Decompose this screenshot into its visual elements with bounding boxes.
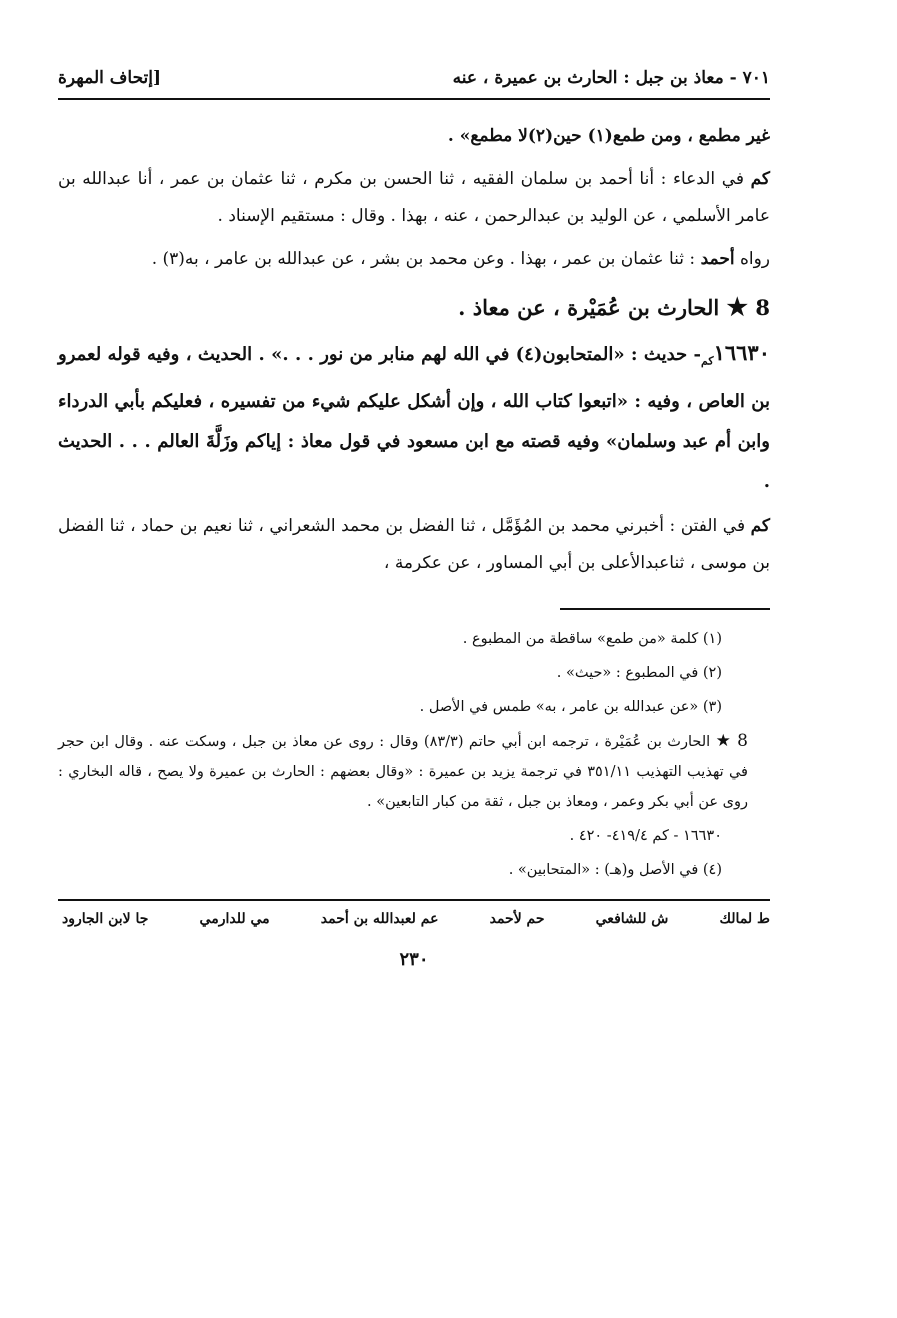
paragraph-source-fitan: [58, 508, 770, 582]
footnote-entry-text: الحارث بن عُمَيْرة ، ترجمه ابن أبي حاتم (٨٣/٣) وقال : روى عن معاذ بن جبل ، وسكت عنه . وقال ابن حجر في تهذيب التهذيب ٣٥١/١١ في ترجمة يزيد بن عميرة : «وقال بعضهم : الحارث بن عميرة ولا يصح ، قاله البخاري : روى عن أبي بكر وعمر ، ومعاذ بن جبل ، ثقة من كبار التابعين» .: [58, 733, 748, 810]
footnote-entry-note: [58, 726, 770, 817]
footnote-2: (٢) في المطبوع : «حيث» .: [556, 664, 722, 681]
abbrev-malik: ط لمالك: [719, 910, 770, 927]
abbrev-shafii: ش للشافعي: [595, 910, 669, 927]
hadith-number-source: كم: [701, 354, 714, 368]
star-icon: ★: [715, 730, 732, 751]
paragraph-text-b: : ثنا عثمان بن عمر ، بهذا . وعن محمد بن بشر ، عن عبدالله بن عامر ، به(٣) .: [151, 249, 701, 269]
hadith-number: ١٦٦٣٠: [713, 340, 770, 365]
abbrev-ahmad: حم لأحمد: [489, 910, 545, 927]
footnote-3: (٣) «عن عبدالله بن عامر ، به» طمس في الأصل .: [419, 698, 722, 715]
entry-number: 8: [755, 295, 770, 320]
footnote-1: (١) كلمة «من طمع» ساقطة من المطبوع .: [462, 630, 722, 647]
footnote-separator: [560, 608, 770, 610]
source-abbrev: كم: [750, 169, 770, 189]
footnote-entry-number: 8: [737, 730, 748, 751]
abbrev-abdullah: عم لعبدالله بن أحمد: [320, 910, 439, 927]
footnote-hadith-ref: ١٦٦٣٠ - كم ٤١٩/٤- ٤٢٠ .: [569, 827, 722, 844]
abbreviations-key: [58, 911, 770, 927]
header-book-title: [إتحاف المهرة: [58, 68, 162, 88]
entry-title-text: الحارث بن عُمَيْرة ، عن معاذ .: [458, 295, 720, 320]
page-number: ٢٣٠: [399, 948, 429, 970]
footnote-4: (٤) في الأصل و(هـ) : «المتحابين» .: [508, 861, 722, 878]
paragraph-text-a: رواه: [734, 249, 770, 269]
hadith-paragraph: [58, 333, 770, 502]
abbrev-darimi: مي للدارمي: [199, 910, 270, 927]
entry-heading: [58, 290, 770, 325]
source-name: أحمد: [700, 249, 735, 269]
paragraph-text: في الفتن : أخبرني محمد بن المُؤَمَّل ، ثنا الفضل بن محمد الشعراني ، ثنا نعيم بن حماد ، ثنا الفضل بن موسى ، ثناعبدالأعلى بن أبي المساور ، عن عكرمة ،: [58, 515, 770, 573]
paragraph-source-kam: [58, 161, 770, 235]
star-icon: ★: [726, 292, 749, 321]
running-header: [58, 58, 770, 98]
document-page: [58, 58, 770, 970]
abbrev-ibn-jarud: جا لابن الجارود: [62, 910, 149, 927]
paragraph-text: في الدعاء : أنا أحمد بن سلمان الفقيه ، ثنا الحسن بن مكرم ، ثنا عثمان بن عمر ، أنا عبدالله بن عامر الأسلمي ، عن الوليد بن عبدالرحمن ، عنه ، بهذا . وقال : مستقيم الإسناد .: [58, 169, 770, 226]
header-chapter-title: ٧٠١ - معاذ بن جبل : الحارث بن عميرة ، عنه: [452, 68, 770, 88]
abbreviations-rule: [58, 899, 770, 901]
hadith-text: - حديث : «المتحابون(٤) في الله لهم منابر من نور . . .» . الحديث ، وفيه قوله لعمرو بن العاص ، وفيه : «اتبعوا كتاب الله ، وإن أشكل عليكم شيء من تفسيره ، فعليكم بأبي الدرداء وابن أم عبد وسلمان» وفيه قصته مع ابن مسعود في قول معاذ : إياكم وزَلَّةَ العالم . . . الحديث .: [58, 344, 770, 492]
source-abbrev: كم: [750, 515, 770, 536]
paragraph-source-ahmad: [58, 241, 770, 278]
footnotes: [58, 624, 770, 885]
main-text: [58, 100, 770, 582]
paragraph-continuation: غير مطمع ، ومن طمع(١) حين(٢)لا مطمع» .: [447, 126, 770, 146]
